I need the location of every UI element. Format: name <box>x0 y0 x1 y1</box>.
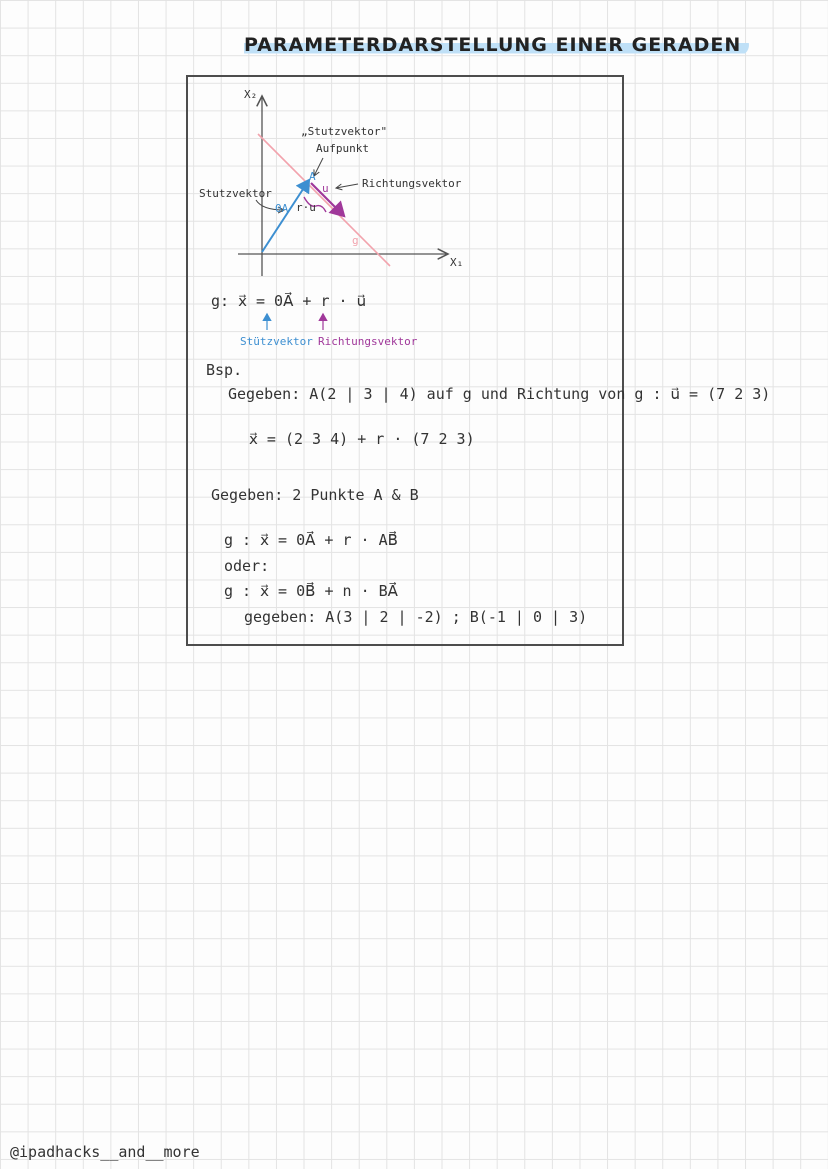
stuetzvektor-label: Stutzvektor <box>199 187 272 200</box>
vec-u-label: u <box>322 182 329 195</box>
y-axis-label: X₂ <box>244 88 258 101</box>
example-eq-2: g : x⃗ = 0B⃗ + n · BA⃗ <box>224 582 398 600</box>
page-title: PARAMETERDARSTELLUNG EINER GERADEN <box>244 34 749 56</box>
example-heading: Bsp. <box>206 361 243 379</box>
example-given-two-points: Gegeben: 2 Punkte A & B <box>211 486 419 504</box>
example-given-line: Gegeben: A(2 | 3 | 4) auf g und Richtung von g : u⃗ = (7 2 3) <box>228 385 771 403</box>
r-times-u-label: r·u <box>296 201 316 214</box>
stuetzvektor-quote-label: „Stutzvektor" <box>301 125 388 138</box>
richtungsvektor-label: Richtungsvektor <box>362 177 462 190</box>
richtungsvektor-pointer <box>336 184 358 188</box>
line-g-label: g <box>352 234 359 247</box>
point-a-label: A <box>309 170 316 183</box>
richtungsvektor-caption: Richtungsvektor <box>318 335 418 348</box>
author-handle: @ipadhacks__and__more <box>10 1143 200 1161</box>
x-axis-label: X₁ <box>450 256 464 269</box>
example-given-points: gegeben: A(3 | 2 | -2) ; B(-1 | 0 | 3) <box>244 608 588 626</box>
vec-0a-label: 0A <box>275 202 289 215</box>
example-equation: x⃗ = (2 3 4) + r · (7 2 3) <box>249 430 475 448</box>
example-oder: oder: <box>224 557 270 575</box>
example-eq-1: g : x⃗ = 0A⃗ + r · AB⃗ <box>224 531 398 549</box>
parametric-formula: g: x⃗ = 0A⃗ + r · u⃗ <box>211 292 367 310</box>
aufpunkt-label: Aufpunkt <box>316 142 369 155</box>
stuetzvektor-caption: Stützvektor <box>240 335 313 348</box>
